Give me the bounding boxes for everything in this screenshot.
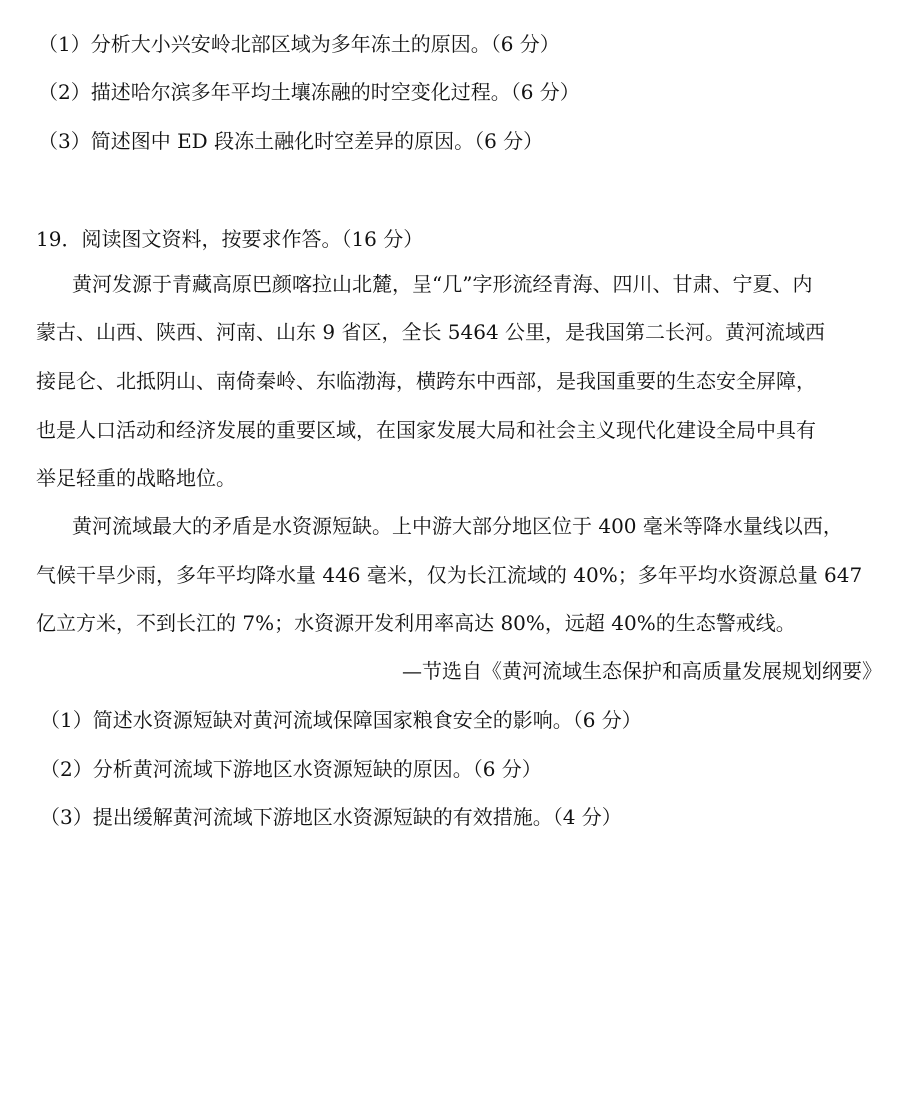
paragraph-1-line-2: 蒙古、山西、陕西、河南、山东 9 省区，全长 5464 公里，是我国第二长河。黄河流域西 <box>36 320 826 344</box>
paragraph-2-line-1: 黄河流域最大的矛盾是水资源短缺。上中游大部分地区位于 400 毫米等降水量线以西， <box>72 514 843 538</box>
paragraph-2-line-3: 亿立方米，不到长江的 7%；水资源开发利用率高达 80%，远超 40%的生态警戒线。 <box>36 611 796 635</box>
paragraph-1-line-1: 黄河发源于青藏高原巴颜喀拉山北麓，呈“几”字形流经青海、四川、甘肃、宁夏、内 <box>72 272 813 296</box>
paragraph-2-line-2: 气候干旱少雨，多年平均降水量 446 毫米，仅为长江流域的 40%；多年平均水资源总量 647 <box>36 563 863 587</box>
question-19-1: （1）简述水资源短缺对黄河流域保障国家粮食安全的影响。（6 分） <box>40 708 642 732</box>
paragraph-1-line-3: 接昆仑、北抵阴山、南倚秦岭、东临渤海，横跨东中西部，是我国重要的生态安全屏障， <box>36 369 816 393</box>
question-19-2: （2）分析黄河流域下游地区水资源短缺的原因。（6 分） <box>40 757 542 781</box>
question-3: （3）简述图中 ED 段冻土融化时空差异的原因。（6 分） <box>38 129 544 153</box>
question-19-3: （3）提出缓解黄河流域下游地区水资源短缺的有效措施。（4 分） <box>40 805 622 829</box>
paragraph-1-line-4: 也是人口活动和经济发展的重要区域，在国家发展大局和社会主义现代化建设全局中具有 <box>36 418 816 442</box>
question-19-heading: 19．阅读图文资料，按要求作答。（16 分） <box>36 227 424 251</box>
question-1: （1）分析大小兴安岭北部区域为多年冻土的原因。（6 分） <box>38 32 560 56</box>
question-2: （2）描述哈尔滨多年平均土壤冻融的时空变化过程。（6 分） <box>38 80 580 104</box>
paragraph-1-line-5: 举足轻重的战略地位。 <box>36 466 236 490</box>
source-citation: —节选自《黄河流域生态保护和高质量发展规划纲要》 <box>402 659 882 683</box>
